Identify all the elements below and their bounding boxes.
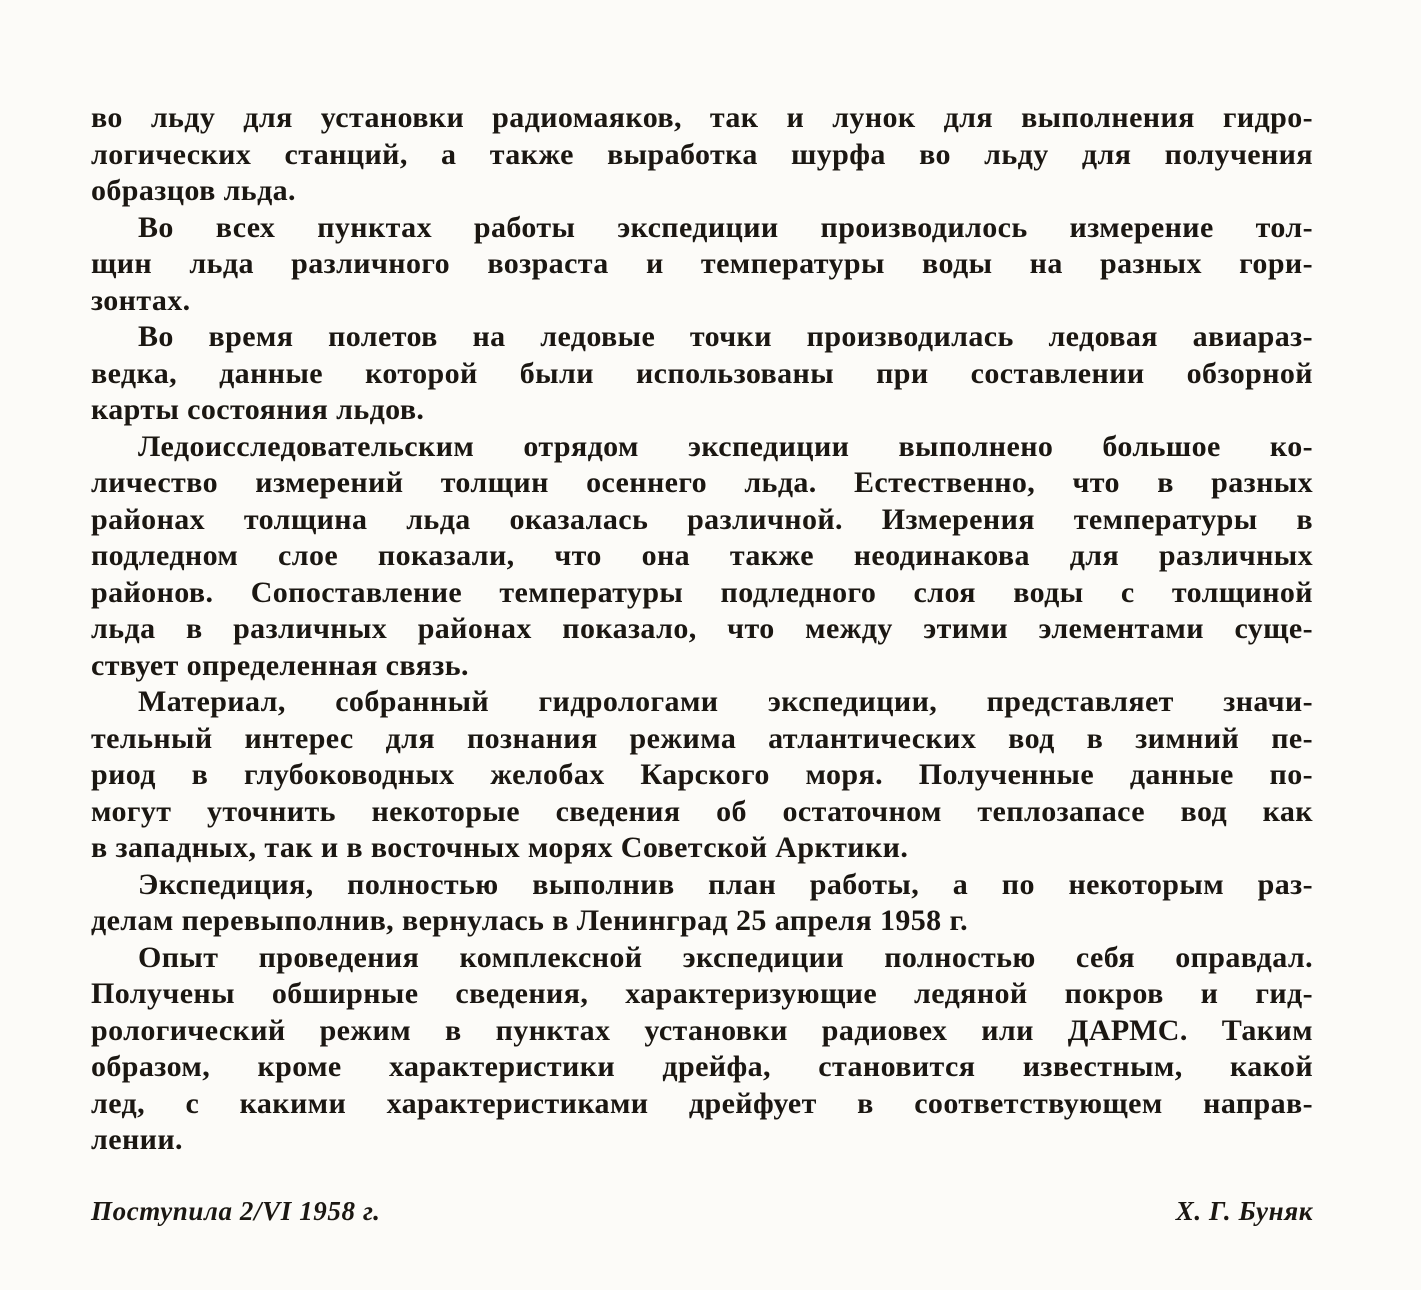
text-line: ведка, данные которой были использованы при составлении обзорной <box>91 356 1313 390</box>
text-line: льда в различных районах показало, что между этими элементами суще- <box>91 612 1313 645</box>
text-line: Опыт проведения комплексной экспедиции полностью себя оправдал. <box>138 940 1313 974</box>
text-line: логических станций, а также выработка шурфа во льду для получения <box>91 137 1313 171</box>
text-line: Ледоисследовательским отрядом экспедиции выполнено большое ко- <box>138 429 1313 463</box>
text-line: зонтах. <box>91 283 191 317</box>
text-line: лед, с какими характеристиками дрейфует в соответствующем направ- <box>91 1086 1313 1120</box>
text-line: подледном слое показали, что она также неодинакова для различных <box>91 539 1313 572</box>
article-body-text <box>91 100 1313 1159</box>
text-line: Во время полетов на ледовые точки производилась ледовая авиараз- <box>138 320 1313 353</box>
text-line: во льду для установки радиомаяков, так и лунок для выполнения гидро- <box>91 101 1313 134</box>
text-line: районов. Сопоставление температуры подледного слоя воды с толщиной <box>91 575 1313 609</box>
text-line: карты состояния льдов. <box>91 393 425 426</box>
text-line: Материал, собранный гидрологами экспедиции, представляет значи- <box>138 685 1313 718</box>
received-date-note: Поступила 2/VI 1958 г. <box>91 1196 381 1226</box>
text-line: щин льда различного возраста и температуры воды на разных гори- <box>91 247 1313 280</box>
text-line: Экспедиция, полностью выполнив план работы, а по некоторым раз- <box>138 867 1313 901</box>
text-line: образцов льда. <box>91 174 296 207</box>
text-line: Получены обширные сведения, характеризующие ледяной покров и гид- <box>91 977 1313 1010</box>
text-line: рологический режим в пунктах установки радиовех или ДАРМС. Таким <box>91 1013 1313 1047</box>
text-line: Во всех пунктах работы экспедиции производилось измерение тол- <box>138 210 1313 244</box>
text-line: в западных, так и в восточных морях Советской Арктики. <box>91 831 909 864</box>
text-line: риод в глубоководных желобах Карского моря. Полученные данные по- <box>91 758 1313 791</box>
text-line: ствует определенная связь. <box>91 648 469 682</box>
text-line: образом, кроме характеристики дрейфа, становится известным, какой <box>91 1050 1313 1083</box>
text-line: тельный интерес для познания режима атлантических вод в зимний пе- <box>91 721 1313 755</box>
article-footer <box>91 1196 1313 1227</box>
text-line: могут уточнить некоторые сведения об остаточном теплозапасе вод как <box>91 794 1313 828</box>
text-line: лении. <box>91 1123 183 1156</box>
text-line: личество измерений толщин осеннего льда. Естественно, что в разных <box>91 466 1313 499</box>
author-name: Х. Г. Буняк <box>1175 1196 1313 1226</box>
text-line: районах толщина льда оказалась различной. Измерения температуры в <box>91 502 1313 536</box>
text-line: делам перевыполнив, вернулась в Ленинград 25 апреля 1958 г. <box>91 904 969 937</box>
